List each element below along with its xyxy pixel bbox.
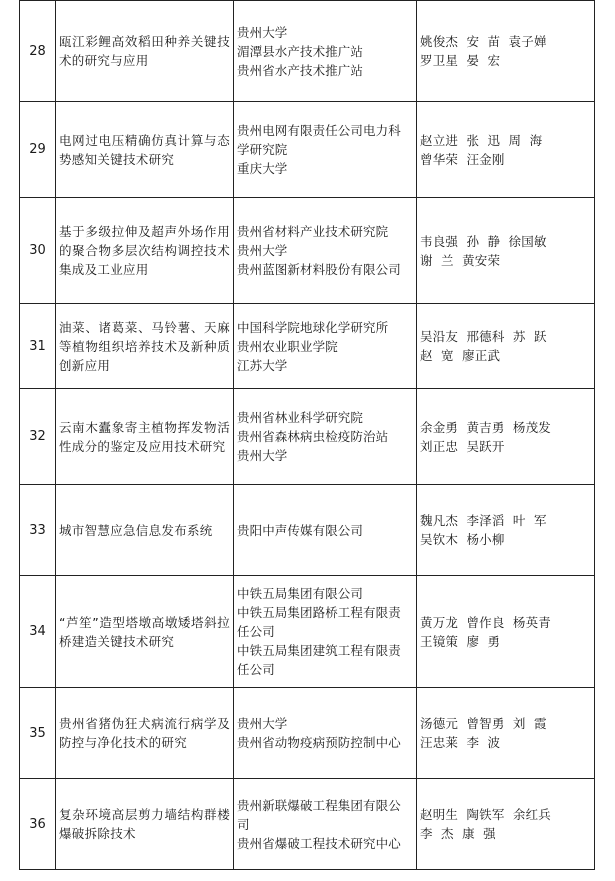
people-line: 刘正忠 吴跃开: [420, 438, 505, 454]
people-line: 韦良强 孙 静 徐国敏: [420, 233, 547, 249]
project-title: 油菜、诸葛菜、马铃薯、天麻等植物组织培养技术及新种质创新应用: [56, 304, 234, 389]
people-line: 曾华荣 汪金刚: [420, 151, 505, 167]
people-line: 黄万龙 曾作良 杨英青: [420, 614, 551, 630]
unit-name: 中铁五局集团建筑工程有限责任公司: [237, 643, 401, 677]
row-number: 31: [20, 304, 56, 389]
unit-name: 中铁五局集团有限公司: [237, 586, 364, 601]
unit-name: 中铁五局集团路桥工程有限责任公司: [237, 605, 401, 639]
table-row: [20, 485, 595, 576]
unit-name: 贵州大学: [237, 448, 288, 463]
completing-people: [417, 688, 595, 779]
people-line: 吴沿友 邢德科 苏 跃: [420, 329, 547, 344]
table-row: [20, 304, 595, 389]
completing-people: [417, 304, 595, 389]
people-line: 罗卫星 晏 宏: [420, 53, 501, 68]
people-line: 谢 兰 黄安荣: [420, 252, 501, 268]
project-title: 瓯江彩鲤高效稻田种养关键技术的研究与应用: [56, 1, 234, 102]
people-line: 李 杰 康 强: [420, 826, 496, 841]
people-line: 魏凡杰 李泽滔 叶 军: [420, 513, 547, 528]
completing-people: [417, 576, 595, 688]
project-title: 云南木蠹象寄主植物挥发物活性成分的鉴定及应用技术研究: [56, 389, 234, 485]
row-number: 28: [20, 1, 56, 102]
row-number: 34: [20, 576, 56, 688]
people-line: 吴钦木 杨小柳: [420, 532, 505, 547]
row-number: 33: [20, 485, 56, 576]
unit-name: 湄潭县水产技术推广站: [237, 43, 364, 59]
unit-name: 贵州省林业科学研究院: [237, 410, 364, 425]
unit-name: 贵州省动物疫病预防控制中心: [237, 735, 401, 750]
row-number: 35: [20, 688, 56, 779]
table-row: [20, 102, 595, 198]
project-title: 贵州省猪伪狂犬病流行病学及防控与净化技术的研究: [56, 688, 234, 779]
table-row: [20, 688, 595, 779]
completing-units: [234, 102, 417, 198]
unit-name: 贵州蓝图新材料股份有限公司: [237, 262, 401, 277]
row-number: 29: [20, 102, 56, 198]
unit-name: 贵州省森林病虫检疫防治站: [237, 429, 389, 444]
project-title: 电网过电压精确仿真计算与态势感知关键技术研究: [56, 102, 234, 198]
table-row: [20, 1, 595, 102]
completing-units: [234, 485, 417, 576]
unit-name: 贵州省爆破工程技术研究中心: [237, 835, 401, 851]
unit-name: 江苏大学: [237, 357, 288, 373]
unit-name: 贵阳中声传媒有限公司: [237, 522, 364, 538]
table-row: [20, 389, 595, 485]
completing-people: [417, 1, 595, 102]
unit-name: 贵州省材料产业技术研究院: [237, 224, 389, 239]
completing-people: [417, 389, 595, 485]
unit-name: 贵州农业职业学院: [237, 338, 338, 354]
people-line: 赵明生 陶铁军 余红兵: [420, 807, 551, 822]
people-line: 余金勇 黄吉勇 杨茂发: [420, 419, 551, 435]
table-row: [20, 198, 595, 304]
unit-name: 贵州省水产技术推广站: [237, 62, 364, 78]
project-title: “芦笙”造型塔墩高墩矮塔斜拉桥建造关键技术研究: [56, 576, 234, 688]
unit-name: 贵州大学: [237, 24, 288, 40]
completing-people: [417, 779, 595, 870]
unit-name: 重庆大学: [237, 161, 288, 176]
completing-units: [234, 688, 417, 779]
unit-name: 贵州电网有限责任公司电力科学研究院: [237, 123, 401, 157]
unit-name: 贵州大学: [237, 716, 288, 731]
completing-units: [234, 576, 417, 688]
people-line: 赵 宽 廖正武: [420, 348, 501, 363]
people-line: 姚俊杰 安 苗 袁子婵: [420, 34, 547, 49]
completing-units: [234, 304, 417, 389]
row-number: 36: [20, 779, 56, 870]
people-line: 汤德元 曾智勇 刘 霞: [420, 716, 547, 731]
completing-units: [234, 198, 417, 304]
completing-people: [417, 485, 595, 576]
people-line: 赵立进 张 迅 周 海: [420, 132, 543, 148]
completing-people: [417, 102, 595, 198]
project-title: 城市智慧应急信息发布系统: [56, 485, 234, 576]
people-line: 王镜策 廖 勇: [420, 633, 501, 649]
unit-name: 中国科学院地球化学研究所: [237, 319, 389, 335]
unit-name: 贵州大学: [237, 243, 288, 258]
project-title: 复杂环境高层剪力墙结构群楼爆破拆除技术: [56, 779, 234, 870]
unit-name: 贵州新联爆破工程集团有限公司: [237, 797, 401, 832]
table-row: [20, 576, 595, 688]
project-title: 基于多级拉伸及超声外场作用的聚合物多层次结构调控技术集成及工业应用: [56, 198, 234, 304]
completing-people: [417, 198, 595, 304]
completing-units: [234, 1, 417, 102]
completing-units: [234, 389, 417, 485]
table-row: [20, 779, 595, 870]
people-line: 汪忠莱 李 波: [420, 735, 501, 750]
row-number: 30: [20, 198, 56, 304]
row-number: 32: [20, 389, 56, 485]
completing-units: [234, 779, 417, 870]
award-table: [19, 0, 595, 870]
